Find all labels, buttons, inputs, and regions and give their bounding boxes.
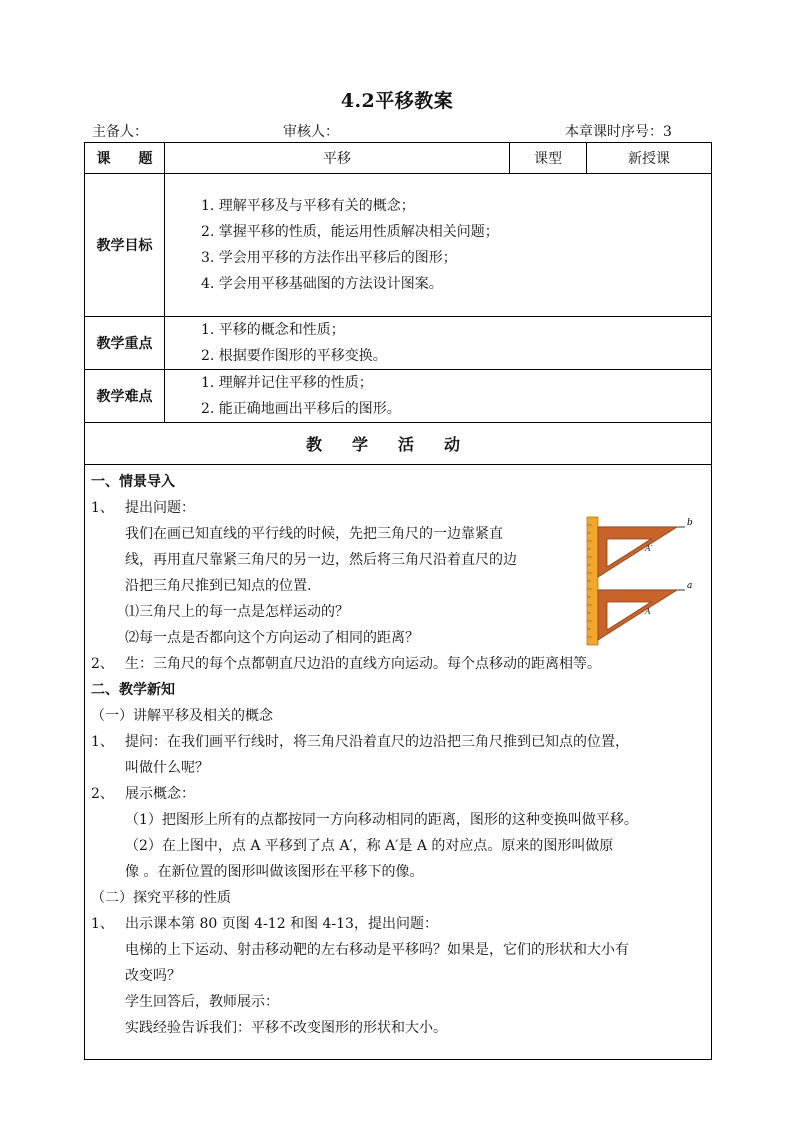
reviewer-label: 审核人： [283, 124, 339, 140]
subsection-heading: （二）探究平移的性质 [91, 890, 231, 906]
concept-text: （1）把图形上所有的点都按同一方向移动相同的距离，图形的这种变换叫做平移。 [125, 812, 638, 828]
item-number: 2、 [91, 656, 114, 672]
paragraph-text: 我们在画已知直线的平行线的时候，先把三角尺的一边靠紧直 [125, 526, 503, 542]
activity-content [85, 465, 712, 1060]
item-number: 1、 [91, 916, 114, 932]
concept-text: （2）在上图中，点 A 平移到了点 A′，称 A′是 A 的对应点。原来的图形叫做原 [125, 838, 614, 854]
concept-text: 像 。在新位置的图形叫做该图形在平移下的像。 [125, 864, 424, 880]
paragraph-text: 电梯的上下运动、射击移动靶的左右移动是平移吗？如果是，它们的形状和大小有 [125, 942, 629, 958]
paragraph-text: 叫做什么呢？ [125, 760, 209, 776]
difficulty-item: 2. 能正确地画出平移后的图形。 [201, 401, 401, 417]
section-heading: 一、情景导入 [91, 474, 175, 490]
key-points-label: 教学重点 [85, 317, 165, 370]
paragraph-text: 沿把三角尺推到已知点的位置. [125, 578, 312, 594]
section-heading: 二、教学新知 [91, 682, 175, 698]
difficulties-cell [165, 370, 712, 423]
difficulty-item: 1. 理解并记住平移的性质； [201, 375, 373, 391]
triangle-lower [598, 590, 677, 640]
label-a-prime: A′ [645, 544, 653, 553]
objectives-cell [165, 174, 712, 317]
difficulties-label: 教学难点 [85, 370, 165, 423]
question-text: ⑴三角尺上的每一点是怎样运动的？ [125, 604, 349, 620]
triangle-ruler-figure [585, 515, 693, 647]
item-number: 1、 [91, 734, 114, 750]
objective-item: 4. 学会用平移基础图的方法设计图案。 [201, 276, 443, 292]
preparer-label: 主备人： [92, 124, 148, 140]
label-a-point: A [645, 607, 651, 616]
key-points-cell [165, 317, 712, 370]
paragraph-text: 出示课本第 80 页图 4-12 和图 4-13，提出问题： [125, 916, 438, 932]
question-text: ⑵每一点是否都向这个方向运动了相同的距离？ [125, 630, 419, 646]
label-b: b [687, 518, 693, 528]
paragraph-text: 生：三角尺的每个点都朝直尺边沿的直线方向运动。每个点移动的距离相等。 [125, 656, 601, 672]
paragraph-text: 实践经验告诉我们：平移不改变图形的形状和大小。 [125, 1020, 447, 1036]
lesson-plan-table [84, 142, 712, 1060]
item-number: 2、 [91, 786, 114, 802]
item-number: 1、 [91, 500, 114, 516]
type-value: 新授课 [587, 143, 712, 174]
paragraph-text: 学生回答后，教师展示： [125, 994, 279, 1010]
objective-item: 2. 掌握平移的性质，能运用性质解决相关问题； [201, 224, 499, 240]
lesson-number: 本章课时序号：3 [565, 124, 672, 140]
objectives-label: 教学目标 [85, 174, 165, 317]
key-point-item: 2. 根据要作图形的平移变换。 [201, 348, 387, 364]
objective-item: 1. 理解平移及与平移有关的概念； [201, 198, 415, 214]
activity-title: 教学活动 [85, 423, 712, 465]
paragraph-text: 展示概念： [125, 786, 195, 802]
objective-item: 3. 学会用平移的方法作出平移后的图形； [201, 250, 457, 266]
topic-label: 课 题 [85, 143, 165, 174]
paragraph-text: 提出问题： [125, 500, 195, 516]
key-point-item: 1. 平移的概念和性质； [201, 322, 345, 338]
triangle-upper [598, 527, 677, 577]
document-title: 4.2平移教案 [340, 90, 454, 112]
topic-value: 平移 [165, 143, 510, 174]
label-a: a [687, 581, 693, 591]
paragraph-text: 改变吗？ [125, 968, 181, 984]
type-label: 课型 [510, 143, 587, 174]
subsection-heading: （一）讲解平移及相关的概念 [91, 708, 273, 724]
paragraph-text: 提问：在我们画平行线时，将三角尺沿着直尺的边沿把三角尺推到已知点的位置， [125, 734, 629, 750]
paragraph-text: 线，再用直尺靠紧三角尺的另一边，然后将三角尺沿着直尺的边 [125, 552, 517, 568]
